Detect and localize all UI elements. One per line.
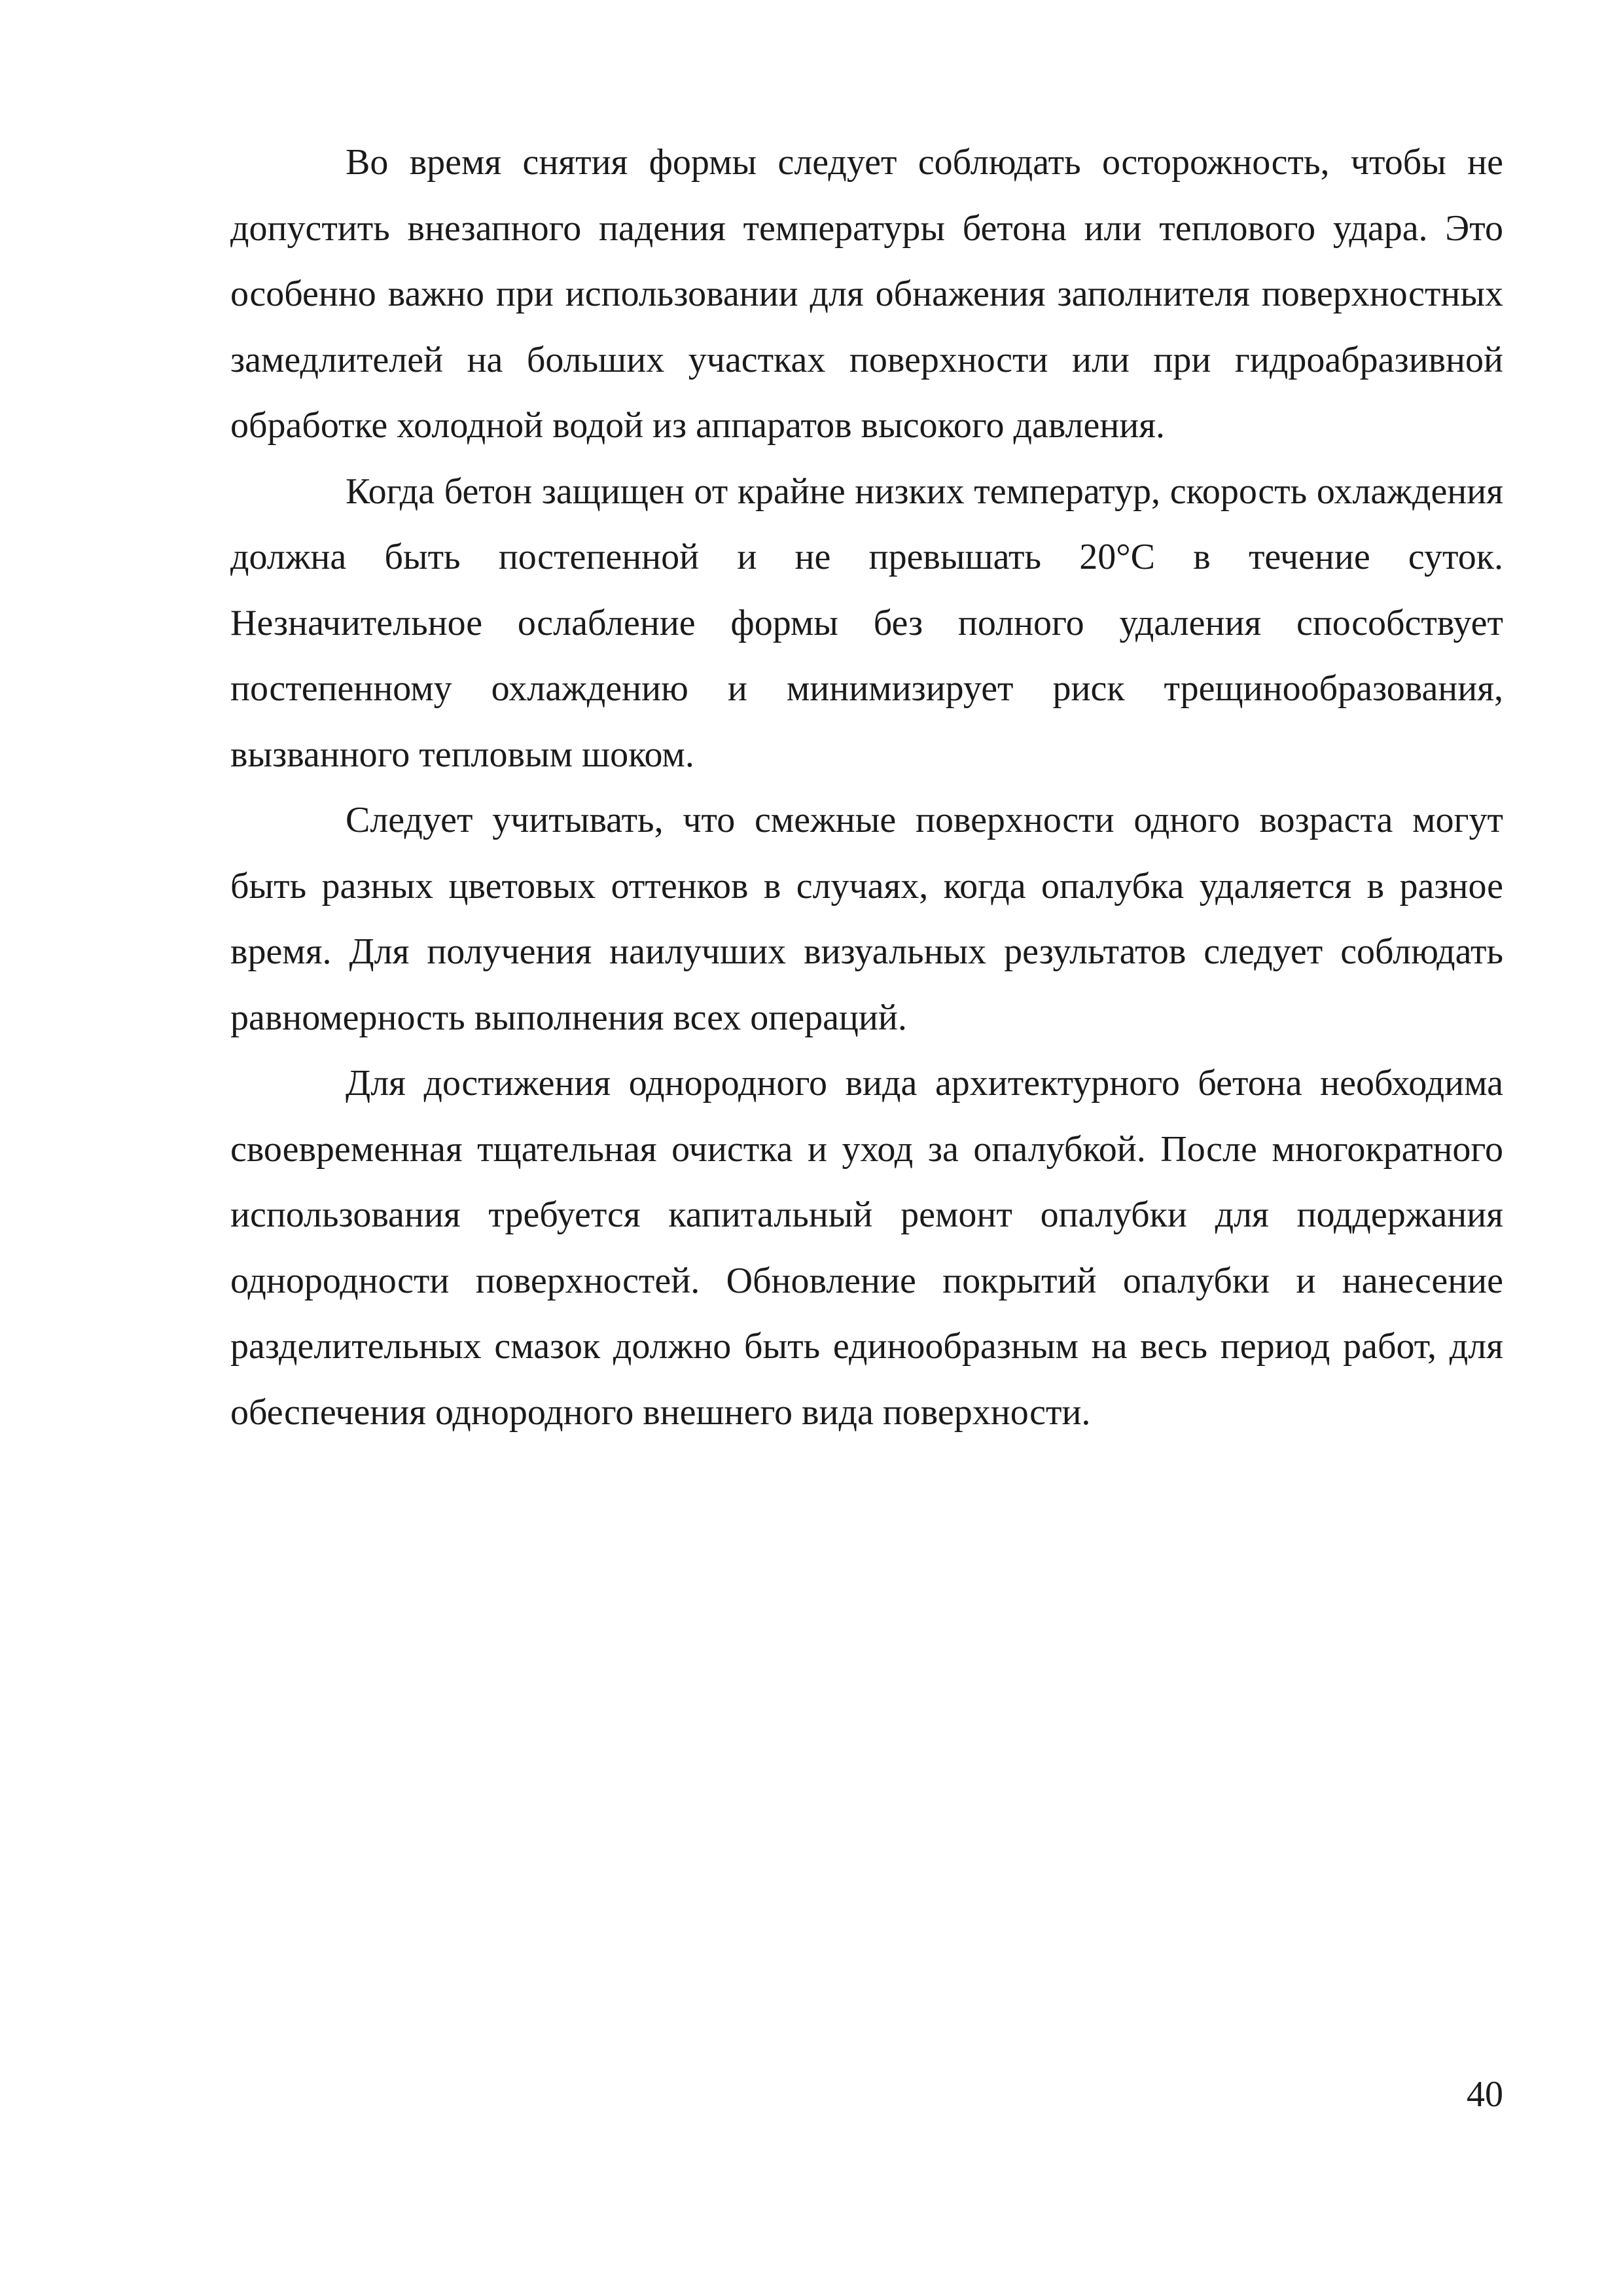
paragraph-formwork-removal: Во время снятия формы следует соблюдать осторожность, чтобы не допустить внезапного падения температуры бетона или теплового удара. Это особенно важно при использовании для обнажения заполнителя поверхностных замедлителей на больших участках поверхности или при гидроабразивной обработке холодной водой из аппаратов высокого давления. bbox=[230, 142, 1503, 446]
paragraph-color-shades: Следует учитывать, что смежные поверхности одного возраста могут быть разных цветовых оттенков в случаях, когда опалубка удаляется в разное время. Для получения наилучших визуальных результатов следует соблюдать равномерность выполнения всех операций. bbox=[230, 800, 1503, 1038]
paragraph-cooling-rate: Когда бетон защищен от крайне низких температур, скорость охлаждения должна быть постепенной и не превышать 20°С в течение суток. Незначительное ослабление формы без полного удаления способствует постепенному охлаждению и минимизирует риск трещинообразования, вызванного тепловым шоком. bbox=[230, 471, 1503, 775]
page-number: 40 bbox=[1467, 2074, 1503, 2115]
paragraph-formwork-maintenance: Для достижения однородного вида архитектурного бетона необходима своевременная тщательная очистка и уход за опалубкой. После многократного использования требуется капитальный ремонт опалубки для поддержания однородности поверхностей. Обновление покрытий опалубки и нанесение разделительных смазок должно быть единообразным на весь период работ, для обеспечения однородного внешнего вида поверхности. bbox=[230, 1063, 1503, 1433]
body-text bbox=[230, 130, 1503, 1445]
